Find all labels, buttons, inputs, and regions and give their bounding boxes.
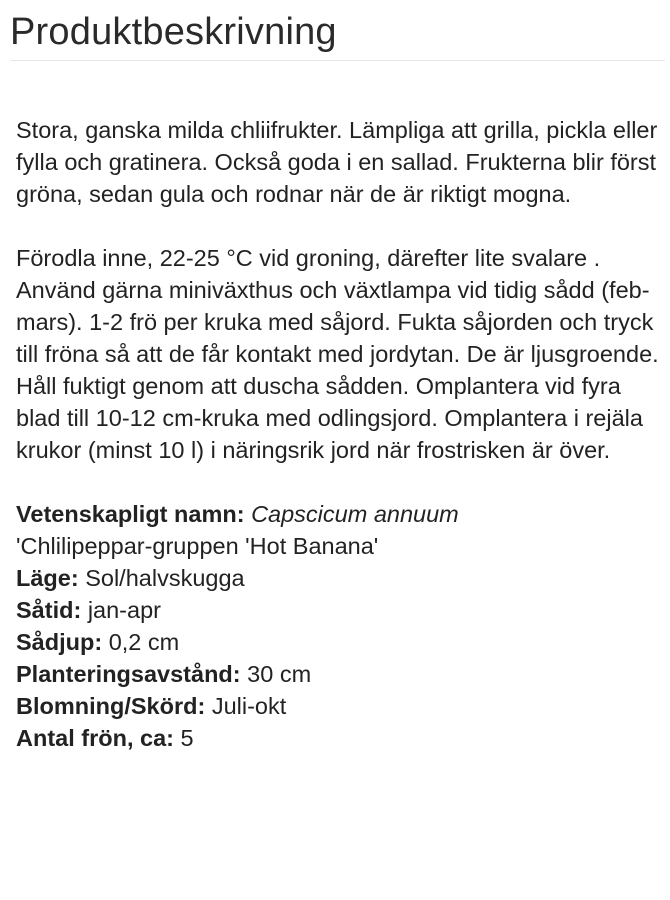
description-paragraph-intro: Stora, ganska milda chliifrukter. Lämpliga att grilla, pickla eller fylla och gratinera. Också goda i en sallad. Frukterna blir först gröna, sedan gula och rodnar när de är riktigt mogna. bbox=[16, 117, 658, 207]
spec-value: Juli-okt bbox=[211, 693, 287, 719]
spec-value: Capscicum annuum bbox=[251, 501, 459, 527]
spec-bloom-harvest bbox=[16, 690, 661, 722]
spec-value: 0,2 cm bbox=[108, 629, 180, 655]
spec-list bbox=[16, 498, 661, 754]
spec-label: Vetenskapligt namn: bbox=[16, 501, 245, 527]
spec-scientific-name-continuation: 'Chlilipeppar-gruppen 'Hot Banana' bbox=[16, 533, 379, 559]
spec-seed-count bbox=[16, 722, 661, 754]
spec-label: Blomning/Skörd: bbox=[16, 693, 206, 719]
spec-value: Sol/halvskugga bbox=[85, 565, 245, 591]
page-title: Produktbeskrivning bbox=[10, 11, 337, 53]
spec-sowing-time bbox=[16, 594, 661, 626]
spec-scientific-name bbox=[16, 498, 661, 530]
product-description bbox=[16, 114, 661, 754]
spec-label: Antal frön, ca: bbox=[16, 725, 174, 751]
spec-sowing-depth bbox=[16, 626, 661, 658]
spec-label: Läge: bbox=[16, 565, 79, 591]
spec-label: Sådjup: bbox=[16, 629, 103, 655]
spec-value: jan-apr bbox=[87, 597, 161, 623]
spec-label: Såtid: bbox=[16, 597, 82, 623]
description-paragraph-cultivation: Förodla inne, 22-25 °C vid groning, därefter lite svalare . Använd gärna miniväxthus och växtlampa vid tidig sådd (feb-mars). 1-2 frö per kruka med såjord. Fukta såjorden och tryck till fröna så att de får kontakt med jordytan. De är ljusgroende. Håll fuktigt genom att duscha sådden. Omplantera vid fyra blad till 10-12 cm-kruka med odlingsjord. Omplantera i rejäla krukor (minst 10 l) i näringsrik jord när frostrisken är över. bbox=[16, 245, 659, 463]
page-header bbox=[10, 8, 665, 61]
spec-label: Planteringsavstånd: bbox=[16, 661, 241, 687]
spec-value: 5 bbox=[180, 725, 194, 751]
spec-plant-spacing bbox=[16, 658, 661, 690]
spec-location bbox=[16, 562, 661, 594]
spec-value: 30 cm bbox=[247, 661, 312, 687]
